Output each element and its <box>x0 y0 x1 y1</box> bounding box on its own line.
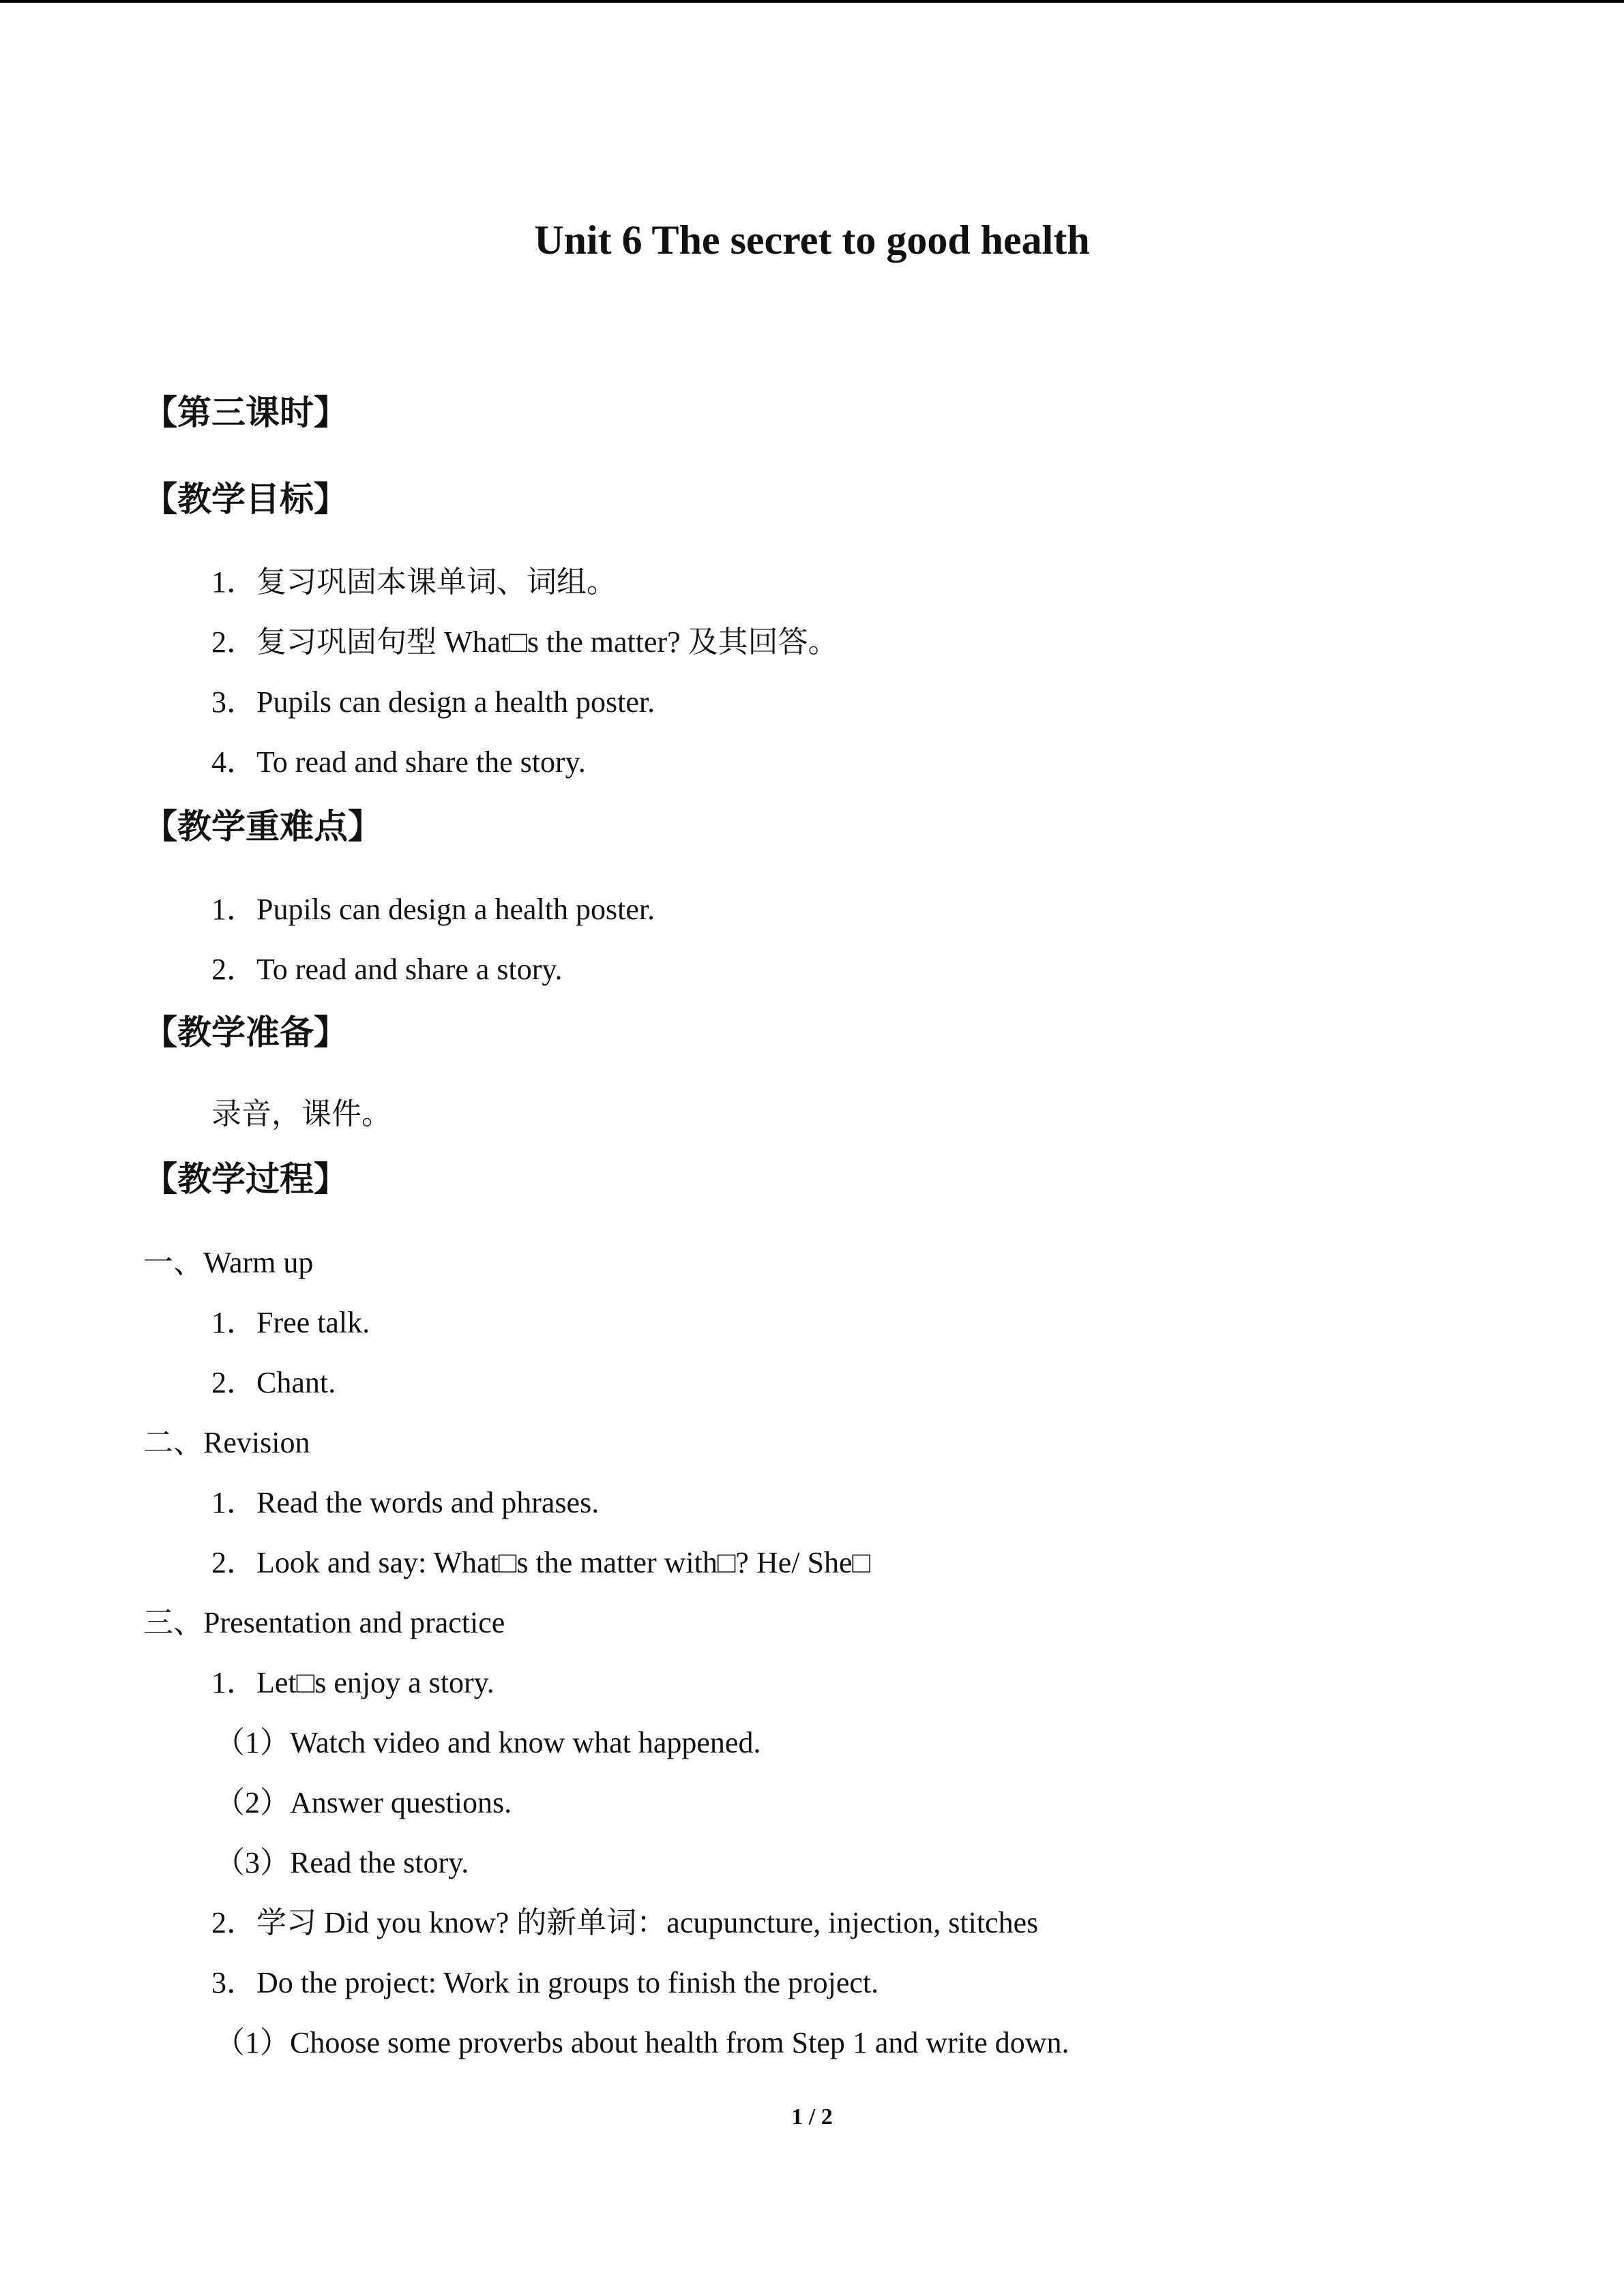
revision-item-1: 1．Read the words and phrases. <box>211 1486 600 1519</box>
process-heading-warm-up: 一、Warm up <box>143 1246 314 1279</box>
warm-up-item-2: 2．Chant. <box>211 1366 336 1399</box>
document-title: Unit 6 The secret to good health <box>534 218 1090 263</box>
key-point-item-1: 1．Pupils can design a health poster. <box>211 893 655 926</box>
page-number: 1 / 2 <box>791 2104 833 2130</box>
presentation-item-1: 1．Let□s enjoy a story. <box>211 1666 494 1699</box>
warm-up-item-1: 1．Free talk. <box>211 1306 370 1339</box>
objective-item-2: 2．复习巩固句型 What□s the matter? 及其回答。 <box>211 625 838 659</box>
process-heading-presentation: 三、Presentation and practice <box>143 1606 505 1639</box>
objective-item-1: 1．复习巩固本课单词、词组。 <box>211 565 617 599</box>
section-teaching-process: 【教学过程】 <box>143 1159 348 1199</box>
key-point-item-2: 2．To read and share a story. <box>211 953 563 986</box>
presentation-sub-item-2: （2）Answer questions. <box>215 1786 512 1819</box>
objective-item-3: 3．Pupils can design a health poster. <box>211 685 655 719</box>
presentation-sub-item-3: （3）Read the story. <box>215 1846 469 1879</box>
presentation-sub-item-4: （1）Choose some proverbs about health from Step 1 and write down. <box>215 2026 1069 2059</box>
presentation-item-3: 3．Do the project: Work in groups to finish the project. <box>211 1966 879 1999</box>
section-teaching-preparation: 【教学准备】 <box>143 1013 348 1052</box>
section-lesson-number: 【第三课时】 <box>143 393 348 432</box>
objective-item-4: 4．To read and share the story. <box>211 745 586 779</box>
revision-item-2: 2．Look and say: What□s the matter with□? He/ She□ <box>211 1546 871 1579</box>
presentation-item-2: 2．学习 Did you know? 的新单词：acupuncture, injection, stitches <box>211 1906 1039 1939</box>
process-heading-revision: 二、Revision <box>143 1426 310 1459</box>
section-teaching-objectives: 【教学目标】 <box>143 479 348 519</box>
section-key-points: 【教学重难点】 <box>143 807 382 846</box>
top-border-rule <box>0 0 1624 3</box>
preparation-text: 录音，课件。 <box>211 1097 392 1131</box>
presentation-sub-item-1: （1）Watch video and know what happened. <box>215 1726 761 1759</box>
